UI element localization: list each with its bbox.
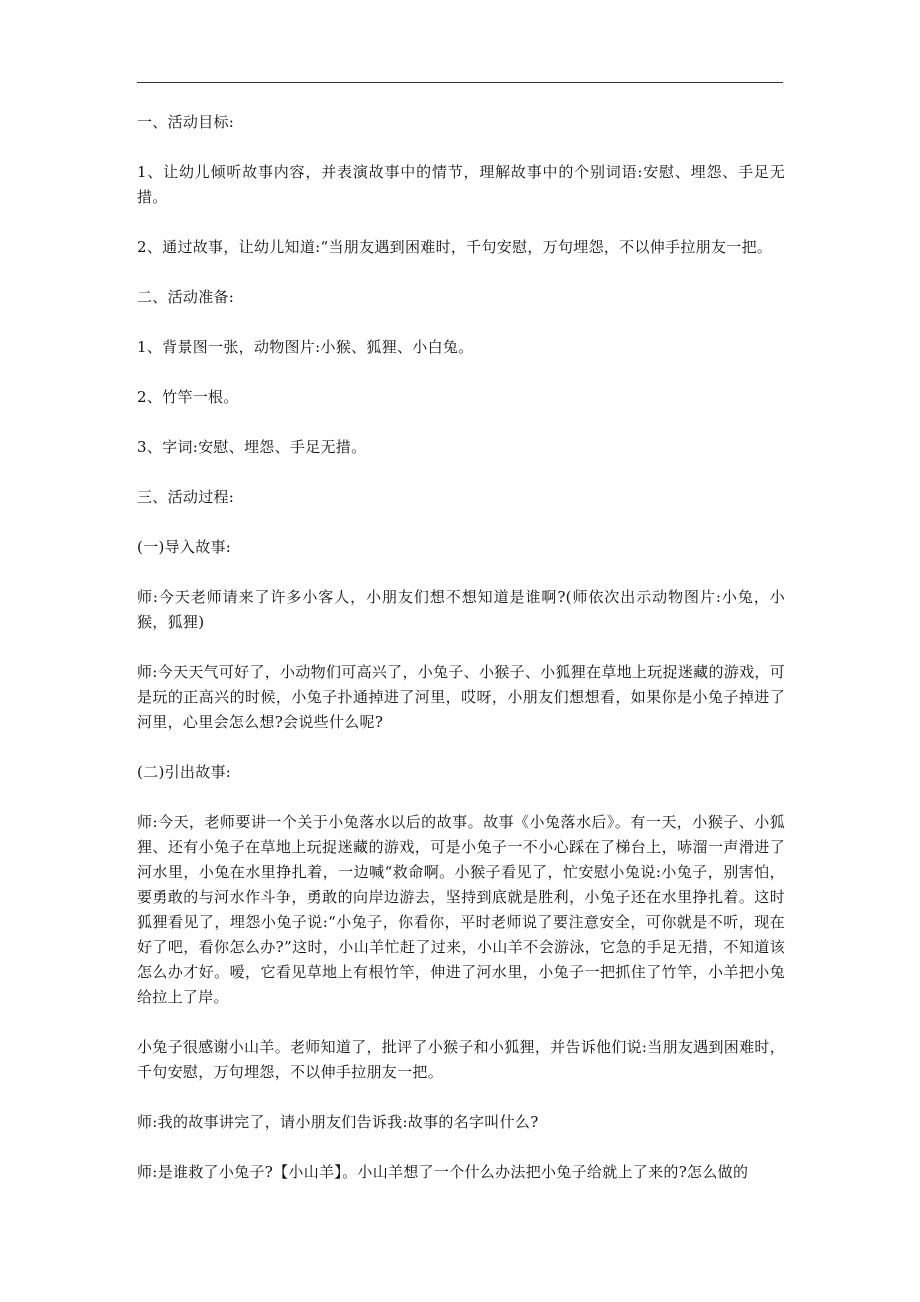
- story-conclusion: 小兔子很感谢小山羊。老师知道了，批评了小猴子和小狐狸，并告诉他们说:当朋友遇到困难时，千句安慰，万句埋怨，不以伸手拉朋友一把。: [137, 1038, 785, 1081]
- section-heading-goals: 一、活动目标:: [137, 113, 235, 131]
- teacher-question-2: 师:是谁救了小兔子?【小山羊】。小山羊想了一个什么办法把小兔子给就上了来的?怎么做的: [137, 1163, 749, 1181]
- story-paragraph: 师:今天，老师要讲一个关于小兔落水以后的故事。故事《小兔落水后》。有一天，小猴子、小狐狸、还有小兔子在草地上玩捉迷藏的游戏，可是小兔子一不小心踩在了梯台上，哧溜一声滑进了河水里，小兔在水里挣扎着，一边喊“救命啊。小猴子看见了，忙安慰小兔说:小兔子，别害怕，要勇敢的与河水作斗争，勇敢的向岸边游去，坚持到底就是胜利，小兔子还在水里挣扎着。这时狐狸看见了，埋怨小兔子说:“小兔子，你看你，平时老师说了要注意安全，可你就是不听，现在好了吧，看你怎么办?”这时，小山羊忙赶了过来，小山羊不会游泳，它急的手足无措，不知道该怎么办才好。嗳，它看见草地上有根竹竿，伸进了河水里，小兔子一把抓住了竹竿，小羊把小兔给拉上了岸。: [137, 813, 785, 1006]
- header-rule: [137, 82, 783, 83]
- preparation-item-2: 2、竹竿一根。: [137, 388, 239, 406]
- document-body: [137, 110, 785, 1210]
- preparation-item-3: 3、字词:安慰、埋怨、手足无措。: [137, 438, 367, 456]
- section-heading-preparation: 二、活动准备:: [137, 288, 235, 306]
- goal-item-2: 2、通过故事，让幼儿知道:“当朋友遇到困难时，千句安慰，万句埋怨，不以伸手拉朋友一把。: [137, 238, 773, 256]
- subsection-heading-story: (二)引出故事:: [137, 763, 232, 781]
- subsection-heading-intro: (一)导入故事:: [137, 538, 232, 556]
- teacher-line-2: 师:今天天气可好了，小动物们可高兴了，小兔子、小猴子、小狐狸在草地上玩捉迷藏的游戏，可是玩的正高兴的时候，小兔子扑通掉进了河里，哎呀，小朋友们想想看，如果你是小兔子掉进了河里，心里会怎么想?会说些什么呢?: [137, 663, 785, 731]
- teacher-line-1: 师:今天老师请来了许多小客人，小朋友们想不想知道是谁啊?(师依次出示动物图片:小兔，小猴，狐狸): [137, 588, 785, 631]
- preparation-item-1: 1、背景图一张，动物图片:小猴、狐狸、小白兔。: [137, 338, 474, 356]
- goal-item-1: 1、让幼儿倾听故事内容，并表演故事中的情节，理解故事中的个别词语:安慰、埋怨、手足无措。: [137, 163, 785, 206]
- section-heading-process: 三、活动过程:: [137, 488, 235, 506]
- teacher-question-1: 师:我的故事讲完了，请小朋友们告诉我:故事的名字叫什么?: [137, 1113, 539, 1131]
